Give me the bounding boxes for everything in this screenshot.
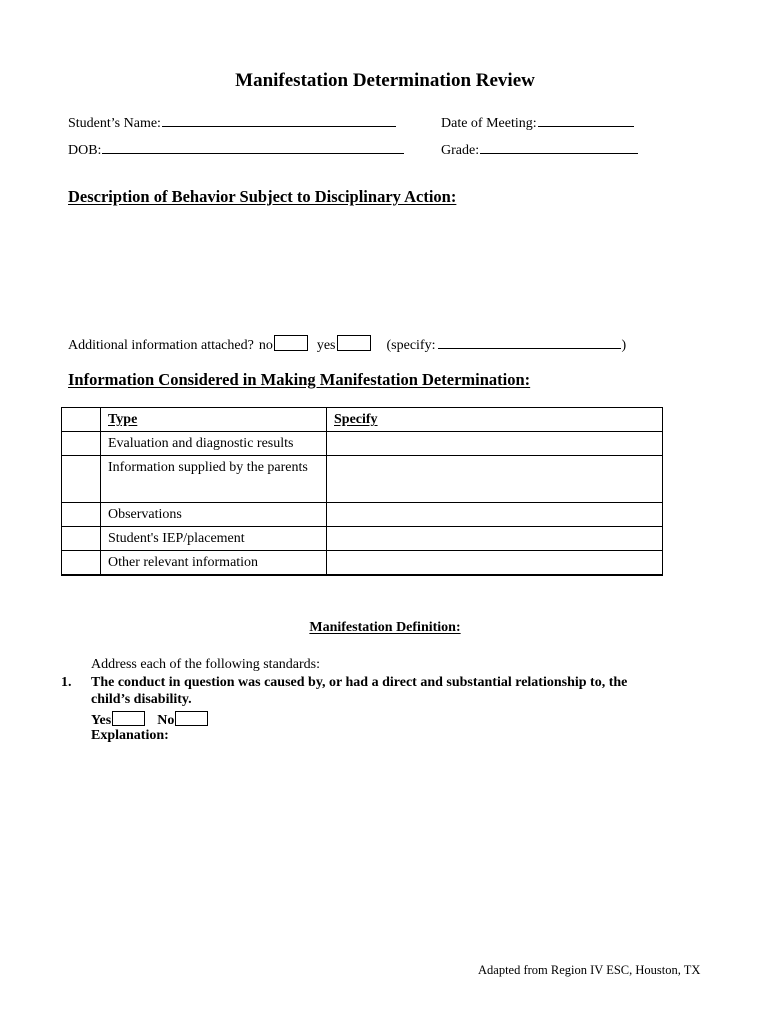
table-row — [62, 456, 663, 503]
standard-yes-label: Yes — [91, 713, 112, 728]
table-row — [62, 503, 663, 527]
column-header-type: Type — [101, 408, 327, 432]
specify-label: (specify: — [386, 338, 436, 353]
attachment-yes-checkbox[interactable] — [337, 335, 371, 351]
table-header-row — [62, 408, 663, 432]
date-of-meeting-field[interactable] — [441, 112, 634, 133]
standard-text-line1: The conduct in question was caused by, or had a direct and substantial relationship to, the — [91, 675, 628, 690]
type-cell: Student's IEP/placement — [101, 527, 327, 551]
no-label: no — [258, 338, 273, 353]
type-cell — [101, 575, 327, 576]
table-cell-blank[interactable] — [62, 551, 101, 575]
table-row — [62, 432, 663, 456]
standard-no-label: No — [157, 713, 175, 728]
manifestation-definition-heading: Manifestation Definition: — [309, 620, 461, 635]
grade-blank[interactable] — [480, 139, 638, 154]
column-header-specify: Specify — [327, 408, 663, 432]
table-cell-blank[interactable] — [62, 527, 101, 551]
table-cell-blank[interactable] — [62, 408, 101, 432]
standard-number: 1. — [61, 675, 72, 690]
behavior-description-heading: Description of Behavior Subject to Disciplinary Action: — [68, 187, 457, 206]
dob-field[interactable] — [68, 139, 404, 160]
table-cell-blank[interactable] — [62, 575, 101, 576]
table-cell-blank[interactable] — [62, 503, 101, 527]
yes-label: yes — [316, 338, 336, 353]
standards-intro: Address each of the following standards: — [91, 657, 320, 672]
standard-yes-checkbox[interactable] — [112, 711, 145, 726]
type-cell: Information supplied by the parents — [101, 456, 327, 503]
student-name-blank[interactable] — [162, 112, 396, 127]
table-cell-blank[interactable] — [62, 432, 101, 456]
type-cell: Evaluation and diagnostic results — [101, 432, 327, 456]
dob-label: DOB: — [68, 143, 102, 158]
attachment-no-checkbox[interactable] — [274, 335, 308, 351]
page-title: Manifestation Determination Review — [235, 70, 535, 91]
date-of-meeting-blank[interactable] — [538, 112, 634, 127]
type-cell: Other relevant information — [101, 551, 327, 575]
table-cell-blank[interactable] — [62, 456, 101, 503]
explanation-area[interactable] — [91, 750, 701, 940]
footer-credit: Adapted from Region IV ESC, Houston, TX — [478, 963, 701, 977]
grade-field[interactable] — [441, 139, 638, 160]
dob-blank[interactable] — [102, 139, 404, 154]
standard-no-checkbox[interactable] — [175, 711, 208, 726]
specify-blank[interactable] — [438, 334, 621, 349]
table-row — [62, 575, 663, 576]
explanation-label: Explanation: — [91, 728, 169, 743]
specify-cell[interactable] — [327, 456, 663, 503]
specify-cell[interactable] — [327, 527, 663, 551]
date-of-meeting-label: Date of Meeting: — [441, 116, 537, 131]
specify-cell[interactable] — [327, 575, 663, 576]
type-cell: Observations — [101, 503, 327, 527]
table-row — [62, 551, 663, 575]
additional-info-prompt: Additional information attached? — [68, 338, 254, 353]
table-row — [62, 527, 663, 551]
information-considered-heading: Information Considered in Making Manifestation Determination: — [68, 370, 531, 389]
grade-label: Grade: — [441, 143, 480, 158]
additional-info-line — [68, 333, 626, 355]
standard-text-line2: child’s disability. — [91, 692, 192, 707]
student-name-label: Student’s Name: — [68, 116, 161, 131]
specify-close: ) — [621, 338, 627, 353]
specify-cell[interactable] — [327, 503, 663, 527]
information-table — [61, 407, 663, 576]
student-name-field[interactable] — [68, 112, 396, 133]
specify-cell[interactable] — [327, 432, 663, 456]
specify-cell[interactable] — [327, 551, 663, 575]
